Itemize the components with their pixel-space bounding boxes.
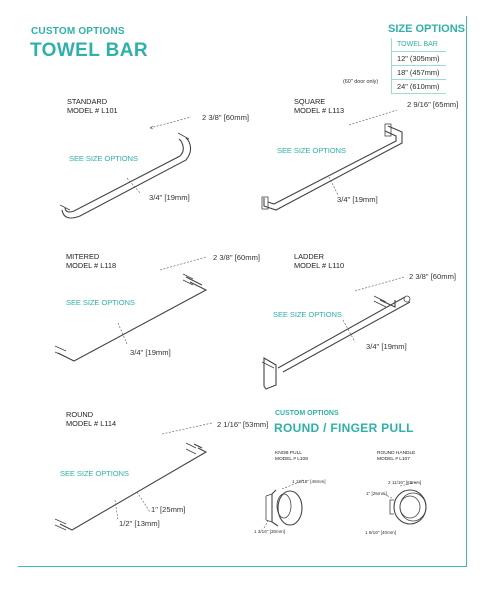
round-small-diameter-dim: 1/2" [13mm] [119,519,160,528]
round-height-dim: 2 1/16" [53mm] [217,420,269,429]
mitered-label: MITERED [66,252,100,261]
round-handle-label: ROUND HANDLE [377,451,416,456]
square-diameter-dim: 3/4" [19mm] [337,195,378,204]
standard-model-number: MODEL # L101 [67,106,118,115]
round-handle-dim-1: 2 11/16" [68mm] [388,480,422,485]
size-note: (60" door only) [343,79,379,85]
round-handle-model [377,451,415,463]
size-row: 18" (457mm) [392,66,446,80]
knob-pull-model [275,451,308,463]
mitered-model-number: MODEL # L118 [66,261,117,270]
ladder-height-dim: 2 3/8" [60mm] [409,272,457,281]
knob-pull-drawing [264,480,304,528]
size-row: TOWEL BAR [392,38,446,52]
round-handle-drawing [384,482,426,524]
round-see-size-options: SEE SIZE OPTIONS [60,469,129,478]
standard-label: STANDARD [67,97,108,106]
ladder-diameter-dim: 3/4" [19mm] [366,342,407,351]
size-row: 24" (610mm) [392,80,446,94]
mitered-height-dim: 2 3/8" [60mm] [213,253,261,262]
round-model [66,410,116,428]
round-handle-model-number: MODEL # L107 [377,457,410,462]
mitered-model [66,252,116,270]
round-handle-dim-3: 1 9/16" [40mm] [365,530,396,535]
round-model-number: MODEL # L114 [66,419,117,428]
standard-see-size-options: SEE SIZE OPTIONS [69,154,138,163]
round-large-diameter-dim: 1" [25mm] [151,505,186,514]
mitered-see-size-options: SEE SIZE OPTIONS [66,298,135,307]
standard-height-dim: 2 3/8" [60mm] [202,113,250,122]
knob-pull-model-number: MODEL # L108 [275,457,308,462]
pulls-small-title: CUSTOM OPTIONS [275,410,339,417]
square-see-size-options: SEE SIZE OPTIONS [277,146,346,155]
header-title: TOWEL BAR [30,40,148,61]
ladder-model-number: MODEL # L110 [294,261,345,270]
size-options-title: SIZE OPTIONS [388,23,466,35]
square-label: SQUARE [294,97,326,106]
standard-model [67,97,118,115]
ladder-label: LADDER [294,252,324,261]
standard-diameter-dim: 3/4" [19mm] [149,193,190,202]
square-model [294,97,344,115]
mitered-diameter-dim: 3/4" [19mm] [130,348,171,357]
square-height-dim: 2 9/16" [65mm] [407,100,459,109]
ladder-bar-drawing [262,277,410,389]
mitered-bar-drawing [55,257,206,361]
knob-pull-label: KNOB PULL [275,451,302,456]
square-bar-drawing [262,110,402,210]
size-row: 12" (305mm) [392,52,446,66]
knob-pull-dim-2: 1 3/16" [30mm] [254,529,285,534]
pulls-title: ROUND / FINGER PULL [274,421,414,435]
square-model-number: MODEL # L113 [294,106,345,115]
knob-pull-dim-1: 1 13/16" [46mm] [292,479,326,484]
round-label: ROUND [66,410,94,419]
round-handle-dim-2: 1" [25mm] [366,491,387,496]
standard-bar-drawing [60,117,191,218]
ladder-model [294,252,344,270]
header-small-title: CUSTOM OPTIONS [31,26,125,37]
ladder-see-size-options: SEE SIZE OPTIONS [273,310,342,319]
